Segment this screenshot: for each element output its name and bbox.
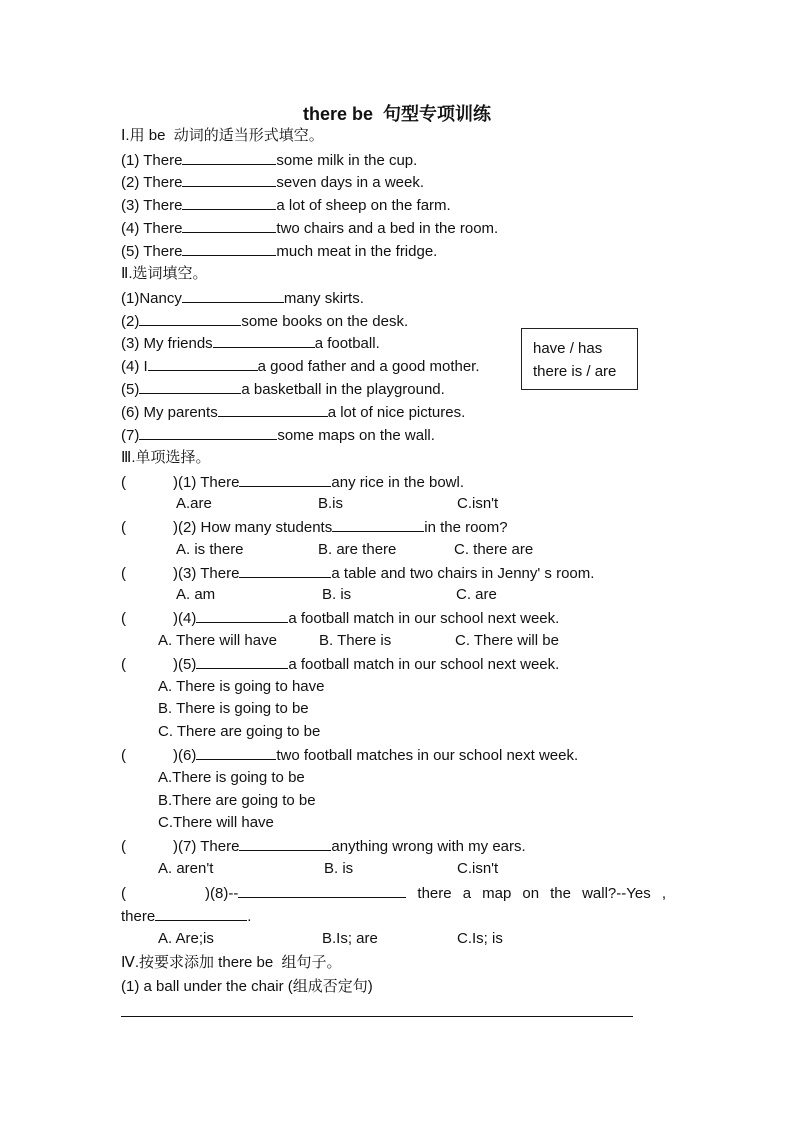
- fill-blank[interactable]: [182, 172, 276, 187]
- answer-line[interactable]: [121, 1016, 633, 1017]
- fill-blank[interactable]: [238, 883, 406, 898]
- option-c[interactable]: C. there are: [454, 541, 534, 558]
- option-b[interactable]: B.There are going to be: [158, 792, 316, 809]
- option-a[interactable]: A. is there: [176, 541, 244, 558]
- section1-item: (5) There much meat in the fridge.: [121, 243, 438, 260]
- option-b[interactable]: B.is: [318, 495, 344, 512]
- option-a[interactable]: A. There is going to have: [158, 678, 325, 695]
- option-a[interactable]: A. am: [176, 586, 216, 603]
- fill-blank[interactable]: [139, 311, 241, 326]
- question-5: ( )(5) a football match in our school next week.: [121, 656, 560, 673]
- option-c[interactable]: C.Is; is: [457, 930, 503, 947]
- fill-blank[interactable]: [155, 906, 247, 921]
- fill-blank[interactable]: [218, 402, 328, 417]
- fill-blank[interactable]: [196, 608, 288, 623]
- question-8-line2: there .: [121, 908, 252, 925]
- question-6: ( )(6) two football matches in our school next week.: [121, 747, 579, 764]
- question-8-options: [158, 929, 503, 949]
- section1-heading: Ⅰ.用 be 动词的适当形式填空。: [121, 127, 324, 144]
- question-8-line1: ( )(8)-- there a map on the wall?--Yes ,: [121, 885, 666, 902]
- fill-blank[interactable]: [196, 745, 276, 760]
- question-3-options: [176, 585, 497, 605]
- word-choice-box: [521, 328, 638, 390]
- option-a[interactable]: A.There is going to be: [158, 769, 305, 786]
- fill-blank[interactable]: [148, 356, 258, 371]
- option-b[interactable]: B. There is going to be: [158, 700, 309, 717]
- section2-heading: Ⅱ.选词填空。: [121, 265, 208, 282]
- section1-item: (4) There two chairs and a bed in the room.: [121, 220, 499, 237]
- fill-blank[interactable]: [182, 195, 276, 210]
- option-a[interactable]: A. There will have: [158, 632, 277, 649]
- section1-item: (1) There some milk in the cup.: [121, 152, 418, 169]
- option-b[interactable]: B. is: [322, 586, 352, 603]
- fill-blank[interactable]: [239, 563, 331, 578]
- fill-blank[interactable]: [239, 836, 331, 851]
- fill-blank[interactable]: [213, 333, 315, 348]
- word-choice: have / has: [533, 340, 603, 357]
- question-7: ( )(7) There anything wrong with my ears.: [121, 838, 526, 855]
- fill-blank[interactable]: [139, 379, 241, 394]
- section2-item: (4) I a good father and a good mother.: [121, 358, 480, 375]
- fill-blank[interactable]: [182, 150, 276, 165]
- section1-item: (3) There a lot of sheep on the farm.: [121, 197, 451, 214]
- fill-blank[interactable]: [182, 241, 276, 256]
- fill-blank[interactable]: [182, 218, 276, 233]
- section2-item: (7) some maps on the wall.: [121, 427, 435, 444]
- option-c[interactable]: C. There are going to be: [158, 723, 321, 740]
- option-c[interactable]: C. are: [456, 586, 497, 603]
- option-b[interactable]: B. are there: [318, 541, 397, 558]
- question-4: ( )(4) a football match in our school next week.: [121, 610, 560, 627]
- section4-item: (1) a ball under the chair (组成否定句): [121, 978, 373, 995]
- question-3: ( )(3) There a table and two chairs in Jenny' s room.: [121, 565, 595, 582]
- option-c[interactable]: C.isn't: [457, 495, 499, 512]
- question-1-options: [176, 494, 498, 514]
- section2-item: (1)Nancy many skirts.: [121, 290, 364, 307]
- question-8: [121, 882, 666, 928]
- section2-item: (6) My parents a lot of nice pictures.: [121, 404, 466, 421]
- fill-blank[interactable]: [182, 288, 284, 303]
- option-b[interactable]: B. is: [324, 860, 354, 877]
- title-chinese: 句型专项训练: [383, 104, 492, 124]
- page-title: [0, 100, 794, 126]
- option-b[interactable]: B.Is; are: [322, 930, 378, 947]
- question-4-options: [158, 631, 559, 651]
- section2-item: (2) some books on the desk.: [121, 313, 409, 330]
- fill-blank[interactable]: [196, 654, 288, 669]
- fill-blank[interactable]: [139, 425, 277, 440]
- section2-item: (5) a basketball in the playground.: [121, 381, 445, 398]
- section4-heading: Ⅳ.按要求添加 there be 组句子。: [121, 954, 342, 971]
- option-c[interactable]: C.There will have: [158, 814, 274, 831]
- fill-blank[interactable]: [332, 517, 424, 532]
- section3-heading: Ⅲ.单项选择。: [121, 449, 211, 466]
- option-a[interactable]: A.are: [176, 495, 212, 512]
- option-c[interactable]: C.isn't: [457, 860, 499, 877]
- word-choice: there is / are: [533, 363, 617, 380]
- question-2: ( )(2) How many students in the room?: [121, 519, 508, 536]
- question-1: ( )(1) There any rice in the bowl.: [121, 474, 464, 491]
- title-english: there be: [302, 104, 374, 124]
- question-2-options: [176, 540, 533, 560]
- section1-item: (2) There seven days in a week.: [121, 174, 425, 191]
- option-a[interactable]: A. aren't: [158, 860, 214, 877]
- option-b[interactable]: B. There is: [319, 632, 392, 649]
- question-7-options: [158, 859, 498, 879]
- section2-item: (3) My friends a football.: [121, 335, 380, 352]
- option-a[interactable]: A. Are;is: [158, 930, 214, 947]
- option-c[interactable]: C. There will be: [455, 632, 559, 649]
- fill-blank[interactable]: [239, 472, 331, 487]
